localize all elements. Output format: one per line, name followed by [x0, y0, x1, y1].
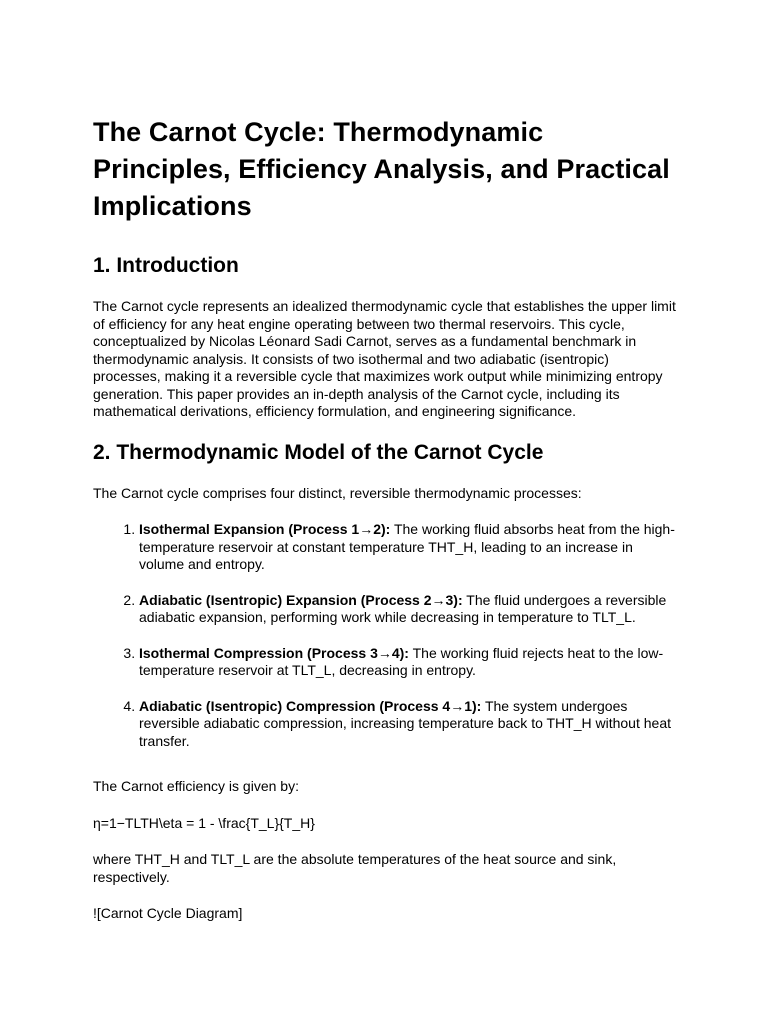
section-heading-thermodynamic-model: 2. Thermodynamic Model of the Carnot Cycle: [93, 440, 544, 464]
efficiency-formula: η=1−TLTH\eta = 1 - \frac{T_L}{T_H}: [93, 814, 315, 831]
efficiency-intro-paragraph: The Carnot efficiency is given by:: [93, 778, 299, 794]
introduction-section: [93, 253, 676, 421]
process-description: The working fluid rejects heat to the low-temperature reservoir at TLT_L, decreasing in entropy.: [139, 644, 664, 678]
process-label: Adiabatic (Isentropic) Compression (Process 4→1):: [139, 697, 482, 714]
image-placeholder-text: ![Carnot Cycle Diagram]: [93, 905, 243, 921]
list-item: [139, 698, 676, 751]
processes-intro-paragraph: The Carnot cycle comprises four distinct, reversible thermodynamic processes:: [93, 484, 582, 501]
list-item: [139, 592, 676, 627]
process-list: [93, 521, 676, 750]
process-label: Isothermal Compression (Process 3→4):: [139, 644, 409, 661]
list-item: [139, 521, 676, 574]
process-description: The fluid undergoes a reversible adiabatic expansion, performing work while decreasing in temperature to TLT_L.: [139, 591, 667, 625]
section-heading-introduction: 1. Introduction: [93, 254, 239, 277]
list-item: [139, 645, 676, 680]
introduction-paragraph: The Carnot cycle represents an idealized thermodynamic cycle that establishes the upper limit of efficiency for any heat engine operating between two thermal reservoirs. This cycle, conceptualized by Nicolas Léonard Sadi Carnot, serves as a fundamental benchmark in thermodynamic analysis. It consists of two isothermal and two adiabatic (isentropic) processes, making it a reversible cycle that maximizes work output while minimizing entropy generation. This paper provides an in-depth analysis of the Carnot cycle, including its mathematical derivations, efficiency formulation, and engineering significance.: [93, 298, 676, 419]
process-description: The system undergoes reversible adiabatic compression, increasing temperature back to THT_H without heat transfer.: [139, 697, 671, 749]
document-title: The Carnot Cycle: Thermodynamic Principles, Efficiency Analysis, and Practical Implications: [93, 117, 670, 221]
thermodynamic-model-section: [93, 440, 676, 923]
process-description: The working fluid absorbs heat from the high-temperature reservoir at constant temperature THT_H, leading to an increase in volume and entropy.: [139, 521, 675, 572]
process-label: Adiabatic (Isentropic) Expansion (Process 2→3):: [139, 591, 463, 608]
formula-note-paragraph: where THT_H and TLT_L are the absolute temperatures of the heat source and sink, respectively.: [93, 851, 617, 885]
process-label: Isothermal Expansion (Process 1→2):: [139, 521, 391, 537]
